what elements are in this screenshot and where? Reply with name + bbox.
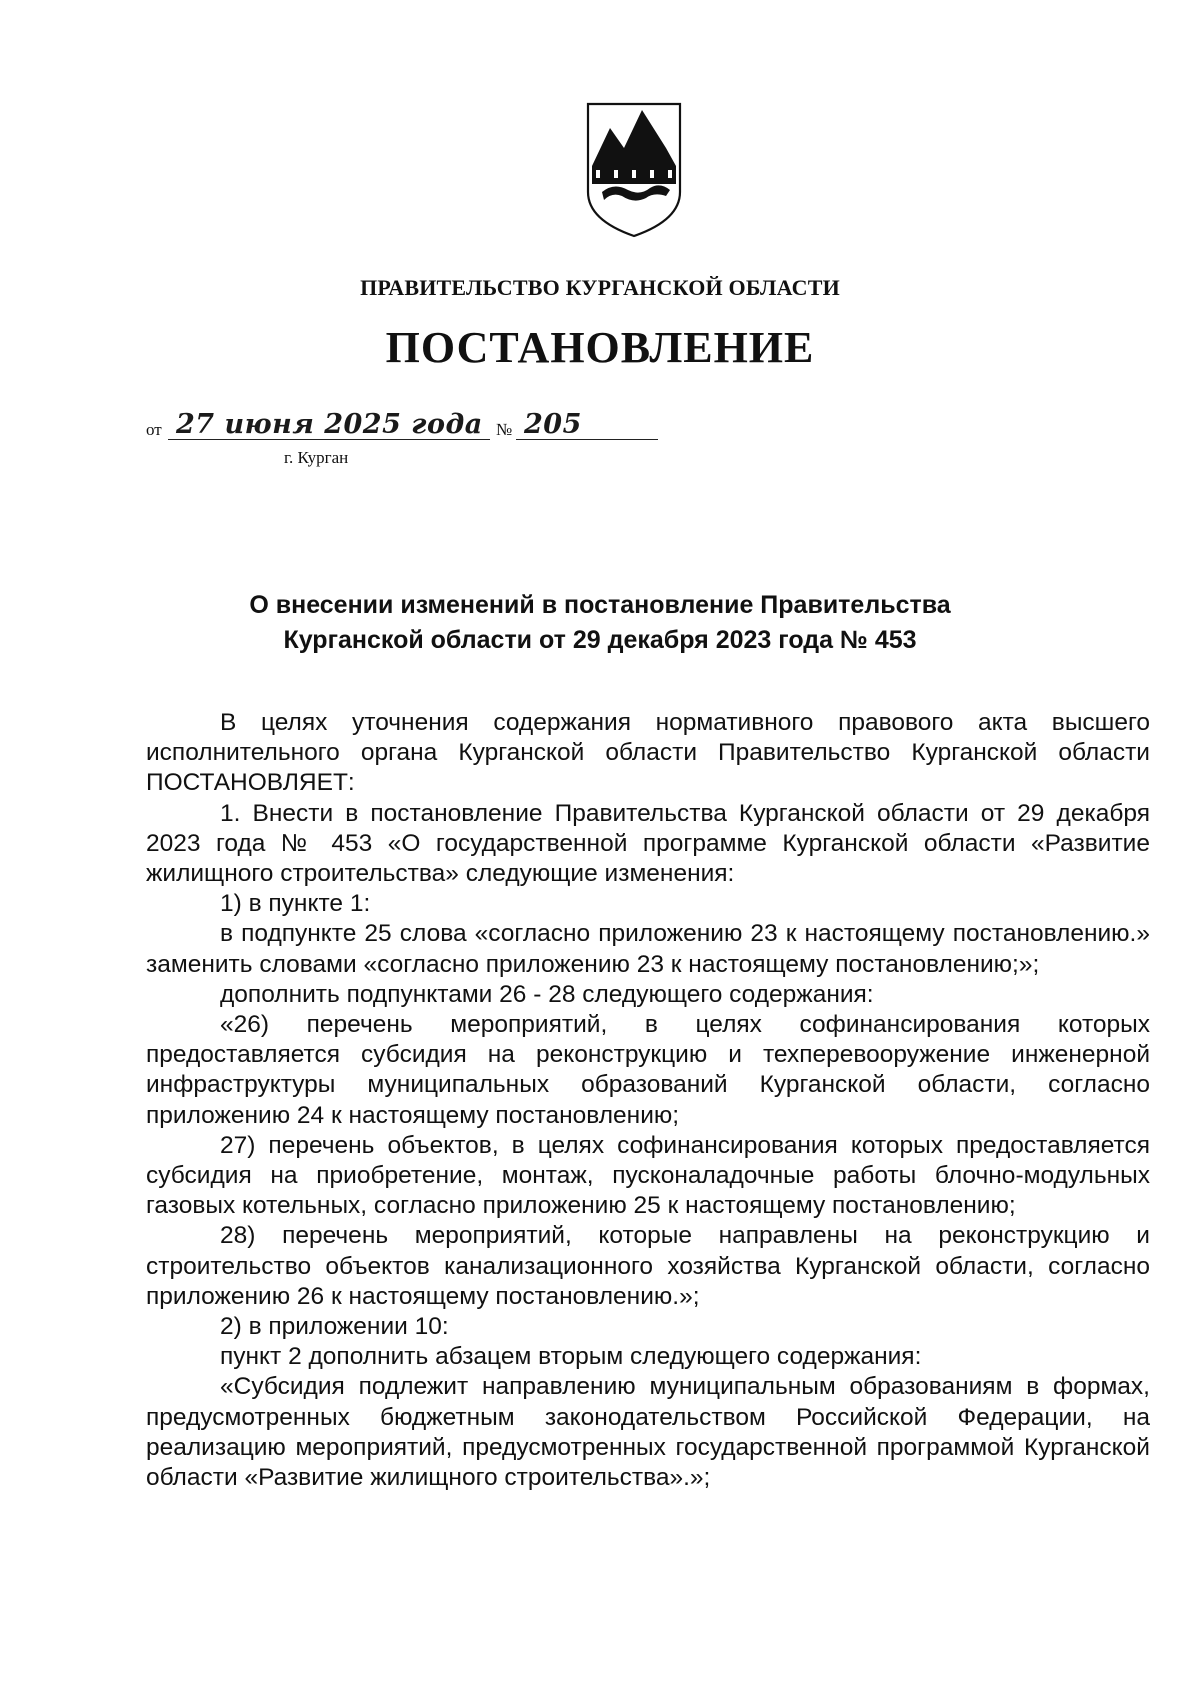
number-prefix: № — [496, 420, 513, 439]
body-paragraph: 1) в пункте 1: — [220, 890, 371, 918]
organization-name: ПРАВИТЕЛЬСТВО КУРГАНСКОЙ ОБЛАСТИ — [360, 275, 840, 300]
subject-line-1: О внесении изменений в постановление Правительства — [249, 591, 951, 619]
body-paragraph: «26) перечень мероприятий, в целях софинансирования которых предоставляется субсидия на реконструкцию и техперевооружение инженерной инфраструктуры муниципальных образований Курганской области, согласно приложению 24 к настоящему постановлению; — [146, 1011, 1150, 1129]
document-subject — [0, 588, 1200, 658]
document-type-title: ПОСТАНОВЛЕНИЕ — [385, 323, 815, 372]
body-paragraph: 2) в приложении 10: — [220, 1313, 449, 1341]
body-paragraph: «Субсидия подлежит направлению муниципальным образованиям в формах, предусмотренных бюджетным законодательством Российской Федерации, на реализацию мероприятий, предусмотренных государственной программой Курганской области «Развитие жилищного строительства».»; — [146, 1373, 1150, 1492]
body-paragraph: 27) перечень объектов, в целях софинансирования которых предоставляется субсидия на приобретение, монтаж, пусконаладочные работы блочно-модульных газовых котельных, согласно приложению 25 к настоящему постановлению; — [146, 1131, 1150, 1220]
date-number-row — [146, 408, 666, 448]
body-paragraph: пункт 2 дополнить абзацем вторым следующего содержания: — [220, 1343, 922, 1371]
city-name: г. Курган — [284, 448, 349, 467]
subject-line-2: Курганской области от 29 декабря 2023 года № 453 — [283, 626, 917, 654]
body-paragraph: в подпункте 25 слова «согласно приложению 23 к настоящему постановлению.» заменить словами «согласно приложению 23 к настоящему постановлению;»; — [146, 920, 1150, 978]
body-paragraph: 1. Внести в постановление Правительства Курганской области от 29 декабря 2023 года № 453 «О государственной программе Курганской области «Развитие жилищного строительства» следующие изменения: — [146, 799, 1150, 888]
handwritten-date: 27 июня 2025 года — [176, 409, 483, 440]
coat-of-arms-emblem — [584, 100, 684, 240]
body-paragraph: В целях уточнения содержания нормативного правового акта высшего исполнительного органа Курганской области Правительство Курганской области ПОСТАНОВЛЯЕТ: — [146, 709, 1150, 797]
body-paragraph: 28) перечень мероприятий, которые направлены на реконструкцию и строительство объектов канализационного хозяйства Курганской области, согласно приложению 26 к настоящему постановлению.»; — [146, 1222, 1150, 1310]
handwritten-number: 205 — [524, 409, 582, 440]
date-prefix: от — [146, 420, 162, 439]
document-body — [146, 708, 1150, 1493]
body-paragraph: дополнить подпунктами 26 - 28 следующего содержания: — [220, 980, 874, 1008]
